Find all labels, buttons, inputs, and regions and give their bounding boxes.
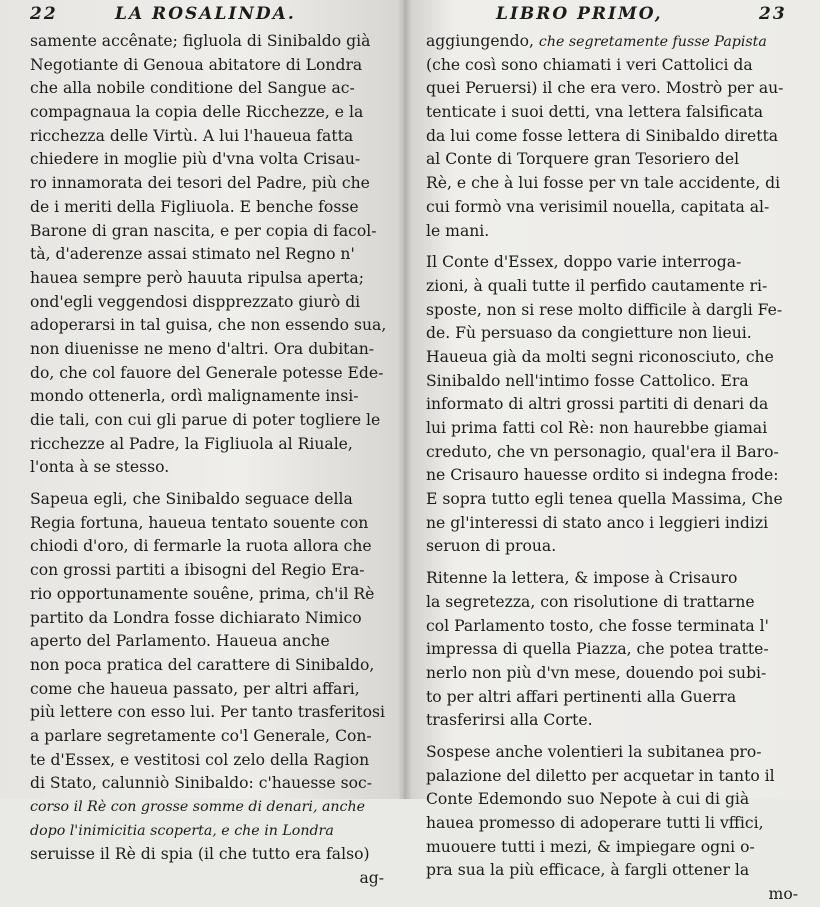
text-line: Sapeua egli, che Sinibaldo seguace della	[30, 490, 353, 509]
text-line: de. Fù persuaso da congietture non lieui.	[426, 324, 752, 343]
text-line: nerlo non più d'vn mese, douendo poi subi-	[426, 663, 767, 682]
text-line: cui formò vna verisimil nouella, capitata al-	[426, 197, 770, 216]
text-line: rio opportunamente souêne, prima, ch'il Rè	[30, 584, 375, 603]
catchword: mo-	[768, 885, 798, 904]
text-line: ro innamorata dei tesori del Padre, più che	[30, 174, 370, 193]
text-line: dopo l'inimicitia scoperta, e che in Londra	[30, 822, 334, 839]
text-line: (che così sono chiamati i veri Cattolici da	[426, 55, 753, 74]
text-line: te d'Essex, e vestitosi col zelo della Ragion	[30, 750, 370, 769]
text-line: le mani.	[426, 221, 490, 240]
text-line: quei Peruersi) il che era vero. Mostrò per au-	[426, 79, 784, 98]
text-line: die tali, con cui gli parue di poter togliere le	[30, 411, 381, 429]
text-line: più lettere con esso lui. Per tanto trasferitosi	[30, 703, 385, 722]
text-line: Conte Edemondo suo Nepote à cui di già	[426, 790, 750, 809]
text-line: col Parlamento tosto, che fosse terminata l'	[426, 616, 769, 635]
running-head: LIBRO PRIMO,	[496, 4, 663, 24]
text-line: lui prima fatti col Rè: non haurebbe giamai	[426, 419, 768, 437]
text-line: informato di altri grossi partiti di denari da	[426, 395, 769, 414]
text-line: corso il Rè con grosse somme di denari, anche	[30, 799, 366, 815]
text-line: E sopra tutto egli tenea quella Massima, Che	[426, 490, 783, 509]
text-line: Il Conte d'Essex, doppo varie interroga-	[426, 253, 742, 272]
text-line: hauea promesso di adoperare tutti li vffici,	[426, 814, 764, 832]
text-line: da lui come fosse lettera di Sinibaldo diretta	[426, 126, 779, 145]
text-line: Barone di gran nascita, e per copia di facol-	[30, 221, 377, 240]
text-line: zioni, à quali tutte il perfido cautamente ri-	[426, 276, 768, 295]
text-line: Sinibaldo nell'intimo fosse Cattolico. Era	[426, 371, 749, 390]
text-line: ricchezza delle Virtù. A lui l'haueua fatta	[30, 126, 354, 145]
text-line: ricchezze al Padre, la Figliuola al Riuale,	[30, 434, 353, 453]
text-line: impressa di quella Piazza, che potea tratte-	[426, 640, 769, 659]
text-line: ne gl'interessi di stato anco i leggieri indizi	[426, 513, 769, 532]
text-line: de i meriti della Figliuola. E benche fosse	[30, 197, 359, 216]
text-line: hauea sempre però hauuta ripulsa aperta;	[30, 268, 364, 287]
text-line: chiodi d'oro, di fermarle la ruota allora che	[30, 537, 372, 556]
text-line: aggiungendo, che segretamente fusse Papista	[426, 32, 767, 50]
catchword: ag-	[359, 869, 384, 888]
page-number: 23	[759, 4, 787, 24]
text-line: Negotiante di Genoua abitatore di Londra	[30, 55, 363, 74]
text-line: trasferirsi alla Corte.	[426, 711, 593, 730]
text-line: Haueua già da molti segni riconosciuto, che	[426, 347, 774, 366]
running-head: LA ROSALINDA.	[115, 4, 296, 24]
text-line: che alla nobile conditione del Sangue ac-	[30, 79, 355, 98]
text-line: non poca pratica del carattere di Sinibaldo,	[30, 655, 375, 674]
text-line: come che haueua passato, per altri affari,	[30, 679, 360, 698]
text-line: seruisse il Rè di spia (il che tutto era falso)	[30, 845, 370, 864]
text-line: pra sua la più efficace, à fargli ottener la	[426, 861, 750, 880]
text-line: aperto del Parlamento. Haueua anche	[30, 632, 330, 651]
text-line: partito da Londra fosse dichiarato Nimico	[30, 608, 362, 627]
text-line: samente accênate; figluola di Sinibaldo già	[30, 32, 371, 50]
text-line: palazione del diletto per acquetar in tanto il	[426, 766, 775, 785]
text-line: tenticate i suoi detti, vna lettera falsificata	[426, 103, 764, 122]
text-line: Ritenne la lettera, & impose à Crisauro	[426, 569, 738, 588]
text-line: adoperarsi in tal guisa, che non essendo sua,	[30, 316, 387, 335]
text-line: to per altri affari pertinenti alla Guerra	[426, 687, 737, 706]
text-line: Regia fortuna, haueua tentato souente con	[30, 513, 369, 532]
text-line: al Conte di Torquere gran Tesoriero del	[426, 150, 740, 169]
text-line: a parlare segretamente co'l Generale, Con-	[30, 726, 372, 745]
page-number: 22	[30, 4, 58, 24]
text-line: creduto, che vn personagio, qual'era il Baro-	[426, 442, 779, 461]
text-line: l'onta à se stesso.	[30, 458, 170, 477]
text-line: la segretezza, con risolutione di trattarne	[426, 592, 755, 611]
text-line: ne Crisauro hauesse ordito si indegna frode:	[426, 466, 779, 485]
page-text	[426, 30, 806, 907]
text-line: mondo ottenerla, ordì malignamente insi-	[30, 387, 359, 406]
text-line: tà, d'aderenze assai stimato nel Regno n'	[30, 245, 355, 264]
book-gutter	[398, 0, 412, 799]
text-line: ond'egli veggendosi dispprezzato giurò di	[30, 292, 361, 311]
text-line: chiedere in moglie più d'vna volta Crisau-	[30, 150, 361, 169]
text-line: di Stato, calunniò Sinibaldo: c'hauesse soc-	[30, 774, 372, 793]
text-line: muouere tutti i mezi, & impiegare ogni o-	[426, 837, 755, 856]
text-line: seruon di proua.	[426, 537, 557, 556]
text-line: con grossi partiti a ibisogni del Regio Era-	[30, 561, 365, 580]
text-line: sposte, non si rese molto difficile à dargli Fe-	[426, 300, 783, 319]
text-line: compagnaua la copia delle Ricchezze, e la	[30, 103, 364, 122]
text-line: non diuenisse ne meno d'altri. Ora dubitan-	[30, 339, 375, 358]
text-line: do, che col fauore del Generale potesse Ede-	[30, 363, 384, 382]
page-text	[30, 30, 392, 891]
left-page	[0, 0, 404, 888]
text-line: Sospese anche volentieri la subitanea pro-	[426, 742, 762, 761]
text-line: Rè, e che à lui fosse per vn tale accidente, di	[426, 174, 781, 193]
right-page	[404, 0, 820, 904]
